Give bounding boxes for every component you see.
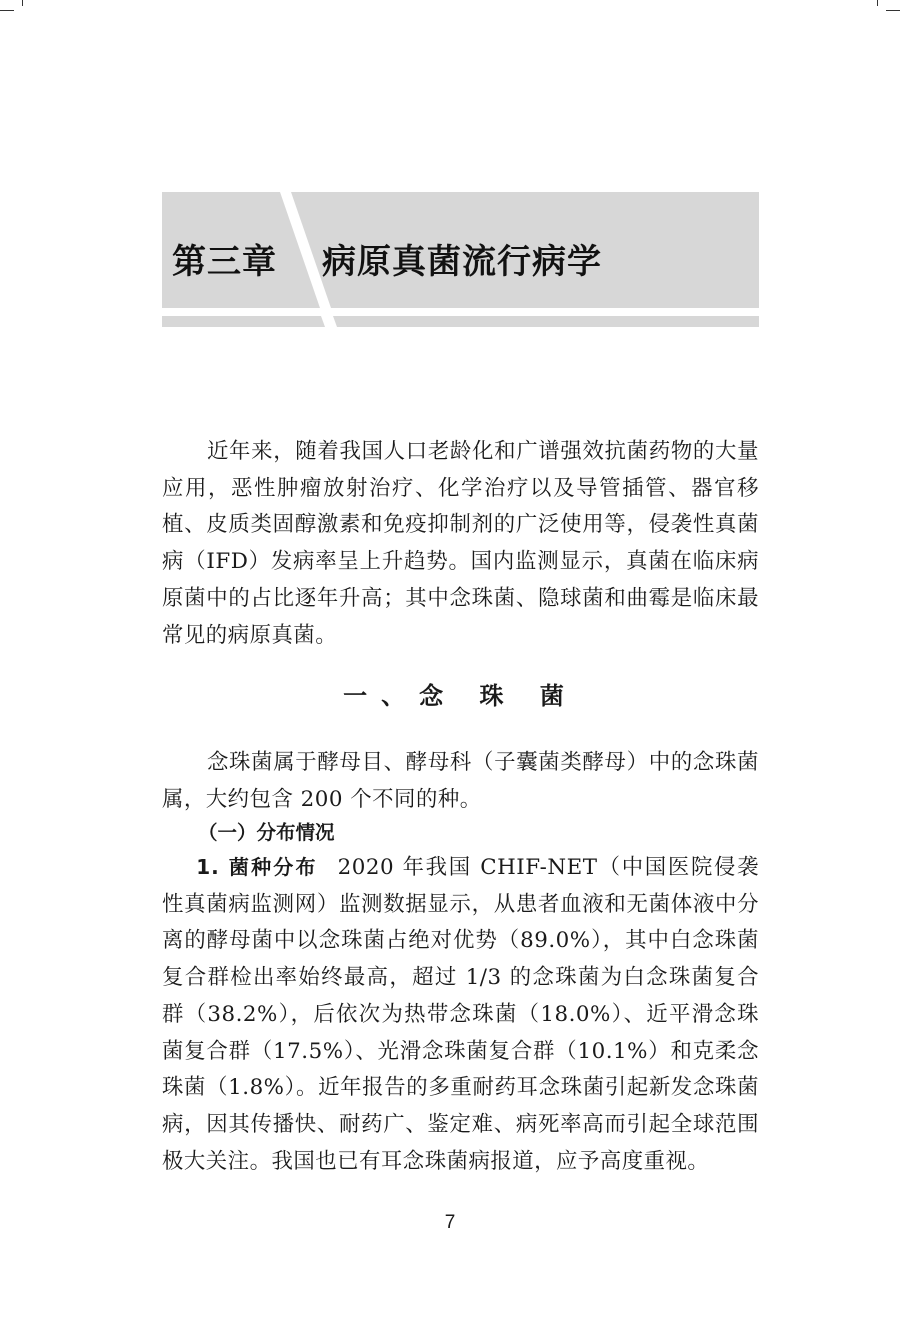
subsection-heading: （一）分布情况 [198, 821, 335, 844]
chapter-title: 病原真菌流行病学 [322, 242, 602, 282]
intro-paragraph: 近年来，随着我国人口老龄化和广谱强效抗菌药物的大量应用，恶性肿瘤放射治疗、化学治疗以及导管插管、器官移植、皮质类固醇激素和免疫抑制剂的广泛使用等，侵袭性真菌病（IFD）发病率呈上升趋势。国内监测显示，真菌在临床病原菌中的占比逐年升高；其中念珠菌、隐球菌和曲霉是临床最常见的病原真菌。 [162, 439, 759, 648]
crop-mark [877, 0, 878, 6]
crop-mark [0, 10, 14, 11]
chapter-banner [162, 192, 759, 308]
item-label: 1. 菌种分布 [196, 855, 318, 879]
crop-mark [22, 0, 23, 6]
page-number: 7 [444, 1212, 456, 1233]
crop-mark [886, 10, 900, 11]
item-text: 2020 年我国 CHIF-NET（中国医院侵袭性真菌病监测网）监测数据显示，从患者血液和无菌体液中分离的酵母菌中以念珠菌占绝对优势（89.0%），其中白念珠菌复合群检出率始终最高，超过 1/3 的念珠菌为白念珠菌复合群（38.2%），后依次为热带念珠菌（18.0%）、近平滑念珠菌复合群（17.5%）、光滑念珠菌复合群（10.1%）和克柔念珠菌（1.8%）。近年报告的多重耐药耳念珠菌引起新发念珠菌病，因其传播快、耐药广、鉴定难、病死率高而引起全球范围极大关注。我国也已有耳念珠菌病报道，应予高度重视。 [162, 855, 759, 1174]
section-heading: 一、念 珠 菌 [343, 682, 578, 710]
chapter-number: 第三章 [172, 242, 277, 282]
section-paragraph: 念珠菌属于酵母目、酵母科（子囊菌类酵母）中的念珠菌属，大约包含 200 个不同的种。 [162, 750, 759, 812]
item-paragraph [162, 849, 759, 1180]
